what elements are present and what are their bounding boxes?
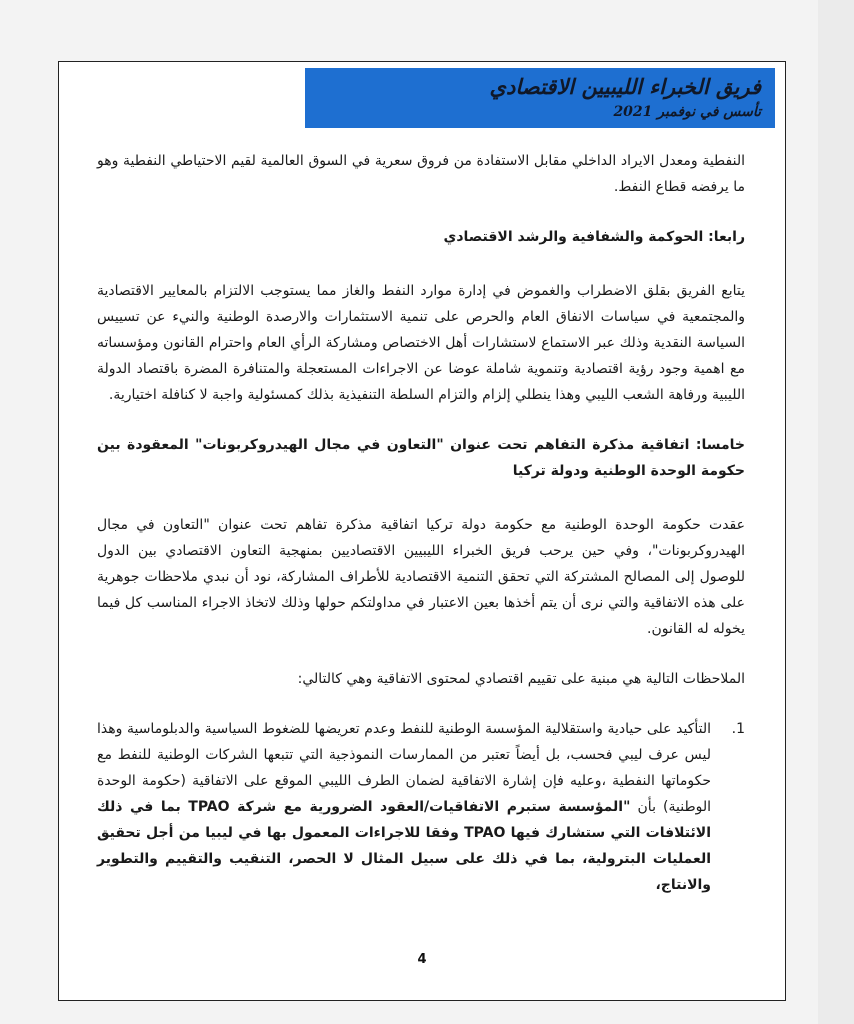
list-item-text: التأكيد على حيادية واستقلالية المؤسسة الوطنية للنفط وعدم تعريضها للضغوط السياسية والدبلوماسية وهذا ليس عرف ليبي فحسب، بل أيضاً تعتبر من الممارسات النموذجية التي تتبعها الشركات الوطنية للنفط مع حكوماتها النفطية ،وعليه فإن إشارة الاتفاقية لضمان الطرف الليبي الموقع على الاتفاقية (حكومة الوحدة الوطنية) بأن — [97, 721, 712, 815]
header-subtitle: تأسس في نوفمبر 2021 — [613, 104, 761, 120]
document-body — [97, 148, 745, 898]
header-title: فريق الخبراء الليبيين الاقتصادي — [489, 74, 761, 99]
list-item — [97, 716, 745, 898]
section-4-paragraph: يتابع الفريق بقلق الاضطراب والغموض في إدارة موارد النفط والغاز مما يستوجب الالتزام بالمعايير الاقتصادية والمجتمعية في سياسات الانفاق العام والحرص على تنمية الاستثمارات والارصدة الوطنية والنيء عن تسييس السياسة النقدية وذلك عبر الاستماع لاستشارات أهل الاختصاص ومشاركة الرأي العام واحترام القانون ومؤسساته مع اهمية وجود رؤية اقتصادية وتنموية شاملة عوضا عن الاجراءات المستعجلة والمتنافرة المضرة باقتصاد الدولة الليبية ورفاهة الشعب الليبي وهذا ينطلي إلزام والتزام السلطة التنفيذية بذلك كمسئولية واجبة لا كنافلة اختيارية. — [97, 283, 745, 403]
section-4-heading: رابعا: الحوكمة والشفافية والرشد الاقتصادي — [443, 229, 745, 245]
header-banner — [305, 68, 775, 128]
list-item-number: 1. — [731, 721, 745, 737]
page-number: 4 — [417, 952, 427, 967]
section-5-paragraph: عقدت حكومة الوحدة الوطنية مع حكومة دولة تركيا اتفاقية مذكرة تفاهم تحت عنوان "التعاون في مجال الهيدروكربونات"، وفي حين يرحب فريق الخبراء الليبيين الاقتصاديين بمنهجية التعاون الاقتصادي بين الدول للوصول إلى المصالح المشتركة التي تحقق التنمية الاقتصادية للأطراف المشاركة، نود أن نبدي ملاحظات جوهرية على هذه الاتفاقية والتي نرى أن يتم أخذها بعين الاعتبار في مداولتكم حولها وذلك لاتخاذ الاجراء المناسب كل فيما يخوله له القانون. — [97, 517, 745, 637]
notes-intro: الملاحظات التالية هي مبنية على تقييم اقتصادي لمحتوى الاتفاقية وهي كالتالي: — [297, 671, 745, 687]
intro-paragraph: النفطية ومعدل الايراد الداخلي مقابل الاستفادة من فروق سعرية في السوق العالمية لقيم الاحتياطي النفطية وهو ما يرفضه قطاع النفط. — [97, 153, 745, 195]
list-item-bold-text: "المؤسسة ستبرم الاتفاقيات/العقود الضرورية مع شركة TPAO بما في ذلك الائتلافات التي ستشارك فيها TPAO وفقا للاجراءات المعمول بها في ليبيا من أجل تحقيق العمليات البترولية، بما في ذلك على سبيل المثال لا الحصر، التنقيب والتقييم والتطوير والانتاج، — [97, 799, 711, 893]
section-5-heading: خامسا: اتفاقية مذكرة التفاهم تحت عنوان "التعاون في مجال الهيدروكربونات" المعقودة بين حكومة الوحدة الوطنية ودولة تركيا — [97, 437, 745, 479]
document-page — [58, 61, 786, 1001]
viewer-side-strip — [818, 0, 854, 1024]
